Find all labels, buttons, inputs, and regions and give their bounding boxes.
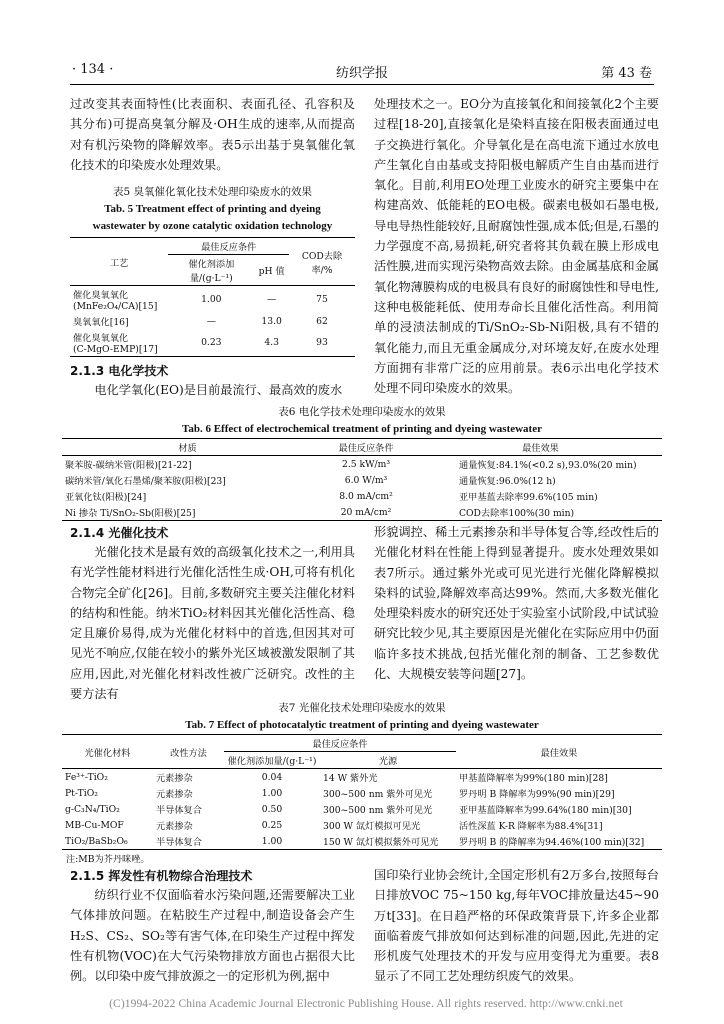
- table6-caption-cn: 表6 电化学技术处理印染废水的效果: [278, 406, 446, 418]
- table-row: TiO₂/BaSb₂O₆ 半导体复合 1.00 150 W 氙灯模拟紫外可见光 罗丹明 B 的降解率为94.46%(100 min)[32]: [65, 835, 645, 848]
- table7-header-light: 光源: [320, 752, 456, 769]
- table5-block: [70, 184, 355, 357]
- table6-header-cond: 最佳反应条件: [313, 439, 419, 456]
- table6-header-effect: 最佳效果: [419, 439, 662, 456]
- table6: [62, 438, 662, 521]
- table7: [62, 734, 662, 850]
- table-row: 亚氧化钛(阳极)[24] 8.0 mA/cm² 亚甲基蓝去除率99.6%(105 min): [65, 490, 598, 503]
- table5-header-cod: COD去除率/%: [289, 238, 355, 286]
- table7-block: [62, 700, 662, 865]
- table-row: 碳纳米管/氧化石墨烯/聚苯胺(阳极)[23] 6.0 W/m³ 通量恢复:96.0%(12 h): [65, 474, 556, 487]
- table5-caption-en1: Tab. 5 Treatment effect of printing and dyeing: [104, 203, 321, 215]
- table-row: g-C₃N₄/TiO₂ 半导体复合 0.50 300~500 nm 紫外可见光 亚甲基蓝降解率为99.64%(180 min)[30]: [65, 803, 632, 816]
- table-row: Fe³⁺-TiO₂ 元素掺杂 0.04 14 W 紫外光 甲基蓝降解率为99%(180 min)[28]: [65, 771, 608, 784]
- table6-block: [62, 404, 662, 521]
- left-paragraph-215: 纺织行业不仅面临着水污染问题,还需要解决工业气体排放问题。在粘胶生产过程中,制造设备会产生H₂S、CS₂、SO₂等有害气体,在印染生产过程中挥发性有机物(VOC)在大气污染物排放方面也占据很大比例。以印染中废气排放源之一的定形机为例,据中: [70, 888, 355, 984]
- right-paragraph-215: 国印染行业协会统计,全国定形机有2万多台,按照每台日排放VOC 75~150 kg,每年VOC排放量达45~90万t[33]。在日趋严格的环保政策背景下,许多企业都面临着废气排放如何达到标准的问题,因此,先进的定形机废气处理技术的开发与应用变得尤为重要。表8显示了不同工艺处理纺织废气的效果。: [374, 868, 659, 984]
- table-row: Pt-TiO₂ 元素掺杂 1.00 300~500 nm 紫外可见光 罗丹明 B 降解率为99%(90 min)[29]: [65, 787, 615, 800]
- table-row: 聚苯胺-碳纳米管(阳极)[21-22] 2.5 kW/m³ 通量恢复:84.1%(<0.2 s),93.0%(20 min): [65, 458, 637, 471]
- table-row: MB-Cu-MOF 元素掺杂 0.25 300 W 氙灯模拟可见光 活性深蓝 K-R 降解率为88.4%[31]: [65, 819, 603, 832]
- table5: [70, 237, 355, 357]
- page-number: · 134 ·: [72, 62, 114, 77]
- table5-header-cond: 最佳反应条件: [168, 238, 289, 255]
- table7-note: 注:MB为芥丹咪唑。: [66, 854, 150, 865]
- table7-caption-cn: 表7 光催化技术处理印染废水的效果: [278, 702, 446, 714]
- copyright-footer: (C)1994-2022 China Academic Journal Electronic Publishing House. All rights reserved. http://www.cnki.net: [109, 998, 623, 1010]
- table5-header-process: 工艺: [70, 238, 168, 286]
- table5-header-dose: 催化剂添加量/(g·L⁻¹): [168, 255, 254, 286]
- left-paragraph-213: 电化学氧化(EO)是目前最流行、最高效的废水: [94, 383, 343, 397]
- table5-caption-en2: wastewater by ozone catalytic oxidation technology: [92, 220, 333, 232]
- table5-caption-cn: 表5 臭氧催化氧化技术处理印染废水的效果: [112, 186, 313, 198]
- table6-header-material: 材质: [62, 439, 313, 456]
- section-2-1-4-heading: 2.1.4 光催化技术: [70, 526, 169, 540]
- right-paragraph-214: 形貌调控、稀土元素掺杂和半导体复合等,经改性后的光催化材料在性能上得到显著提升。废水处理效果如表7所示。通过紫外光或可见光进行光催化降解模拟染料的试验,降解效率高达99%。然而,大多数光催化处理染料废水的研究还处于实验室小试阶段,中试试验研究比较少见,其主要原因是光催化在实际应用中仍面临许多技术挑战,包括光催化剂的制备、工艺参数优化、大规模安装等问题[27]。: [374, 525, 659, 682]
- table6-caption-en: Tab. 6 Effect of electrochemical treatment of printing and dyeing wastewater: [182, 423, 542, 435]
- header-rule: [70, 84, 654, 85]
- table7-header-material: 光催化材料: [62, 735, 153, 769]
- table-row: 催化臭氧氧化 (MnFe₂O₄/CA)[15] 1.00 — 75: [73, 290, 328, 312]
- table7-header-method: 改性方法: [153, 735, 224, 769]
- table-row: 臭氧氧化[16] — 13.0 62: [73, 315, 328, 328]
- table-row: 催化臭氧氧化 (C-MgO-EMP)[17] 0.23 4.3 93: [73, 333, 328, 355]
- table7-header-dose: 催化剂添加量/(g·L⁻¹): [224, 752, 320, 769]
- left-paragraph-top: 过改变其表面特性(比表面积、表面孔径、孔容积及其分布)可提高臭氧分解及·OH生成的速率,从而提高对有机污染物的降解效率。表5示出基于臭氧催化氧化技术的印染废水处理效果。: [70, 97, 355, 172]
- table7-header-effect: 最佳效果: [456, 735, 662, 769]
- table7-header-cond: 最佳反应条件: [224, 735, 456, 752]
- table7-caption-en: Tab. 7 Effect of photocatalytic treatment of printing and dyeing wastewater: [185, 719, 539, 731]
- journal-name: 纺织学报: [335, 66, 388, 81]
- table-row: Ni 掺杂 Ti/SnO₂-Sb(阳极)[25] 20 mA/cm² COD去除率100%(30 min): [65, 506, 575, 519]
- section-2-1-5-heading: 2.1.5 挥发性有机物综合治理技术: [70, 869, 253, 883]
- section-2-1-3-heading: 2.1.3 电化学技术: [70, 364, 169, 378]
- left-paragraph-214: 光催化技术是最有效的高级氧化技术之一,利用具有光学性能材料进行光催化活性生成·OH,可将有机化合物完全矿化[26]。目前,多数研究主要关注催化材料的结构和性能。纳米TiO₂材料因其光催化活性高、稳定且廉价易得,成为光催化材料中的首选,但因其对可见光不响应,仅能在较小的紫外光区域被激发限制了其应用,因此,对光催化材料改性被广泛研究。改性的主要方法有: [70, 545, 355, 702]
- right-paragraph-top: 处理技术之一。EO分为直接氧化和间接氧化2个主要过程[18-20],直接氧化是染料直接在阳极表面通过电子交换进行氧化。介导氧化是在高电流下通过水放电产生氧化自由基或支持阳极电解质产生自由基而进行氧化。目前,利用EO处理工业废水的研究主要集中在构建高效、低能耗的EO电极。碳素电极如石墨电极,导电导热性能较好,且耐腐蚀性强,成本低;但是,石墨的力学强度不高,易损耗,研究者将其负载在膜上形成电活性膜,进而实现污染物高效去除。由金属基底和金属氧化物薄膜构成的电极具有良好的耐腐蚀性和导电性,这种电极能耗低、使用寿命长且催化活性高。利用简单的浸渍法制成的Ti/SnO₂-Sb-Ni阳极,具有不错的氧化能力,而且无重金属成分,对环境友好,在废水处理方面拥有非常广泛的应用前景。表6示出电化学技术处理不同印染废水的效果。: [374, 97, 659, 396]
- table5-header-ph: pH 值: [254, 255, 289, 286]
- volume-label: 第 43 卷: [601, 66, 652, 81]
